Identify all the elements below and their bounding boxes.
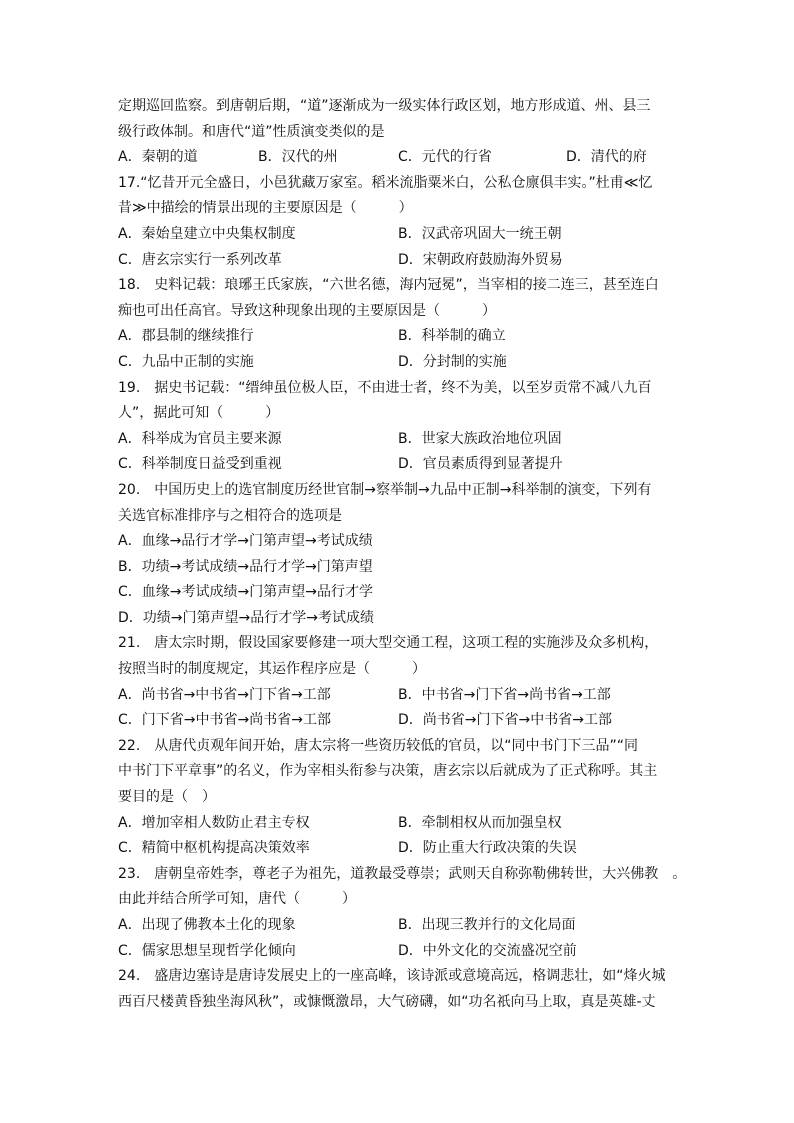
q16-option-b: B．汉代的州 bbox=[258, 149, 338, 166]
q17-options-row-1 bbox=[118, 222, 678, 248]
q17-stem-line-1: 17.“忆昔开元全盛日，小邑犹藏万家室。稻米流脂粟米白，公私仓廪俱丰实。”杜甫≪忆 bbox=[118, 174, 653, 191]
q16-options bbox=[118, 145, 678, 171]
q22-option-d: D．防止重大行政决策的失误 bbox=[398, 840, 577, 857]
q22-option-a: A．增加宰相人数防止君主专权 bbox=[118, 814, 310, 831]
q17-option-a: A．秦始皇建立中央集权制度 bbox=[118, 225, 296, 242]
q19-option-a: A．科举成为官员主要来源 bbox=[118, 430, 282, 447]
q16-option-d: D．清代的府 bbox=[566, 149, 647, 166]
q23-option-d: D．中外文化的交流盛况空前 bbox=[398, 942, 577, 959]
q17-option-b: B．汉武帝巩固大一统王朝 bbox=[398, 225, 562, 242]
q20-option-c: C．血缘→考试成绩→门第声望→品行才学 bbox=[118, 584, 373, 601]
q16-text-line-1: 定期巡回监察。到唐朝后期，“道”逐渐成为一级实体行政区划，地方形成道、州、县三 bbox=[118, 98, 651, 114]
q16-option-a: A．秦朝的道 bbox=[118, 149, 198, 166]
q20-stem-line-1: 20. 中国历史上的选官制度历经世官制→察举制→九品中正制→科举制的演变，下列有 bbox=[118, 481, 652, 498]
q21-stem-line-2: 按照当时的制度规定，其运作程序应是（ ） bbox=[118, 661, 426, 678]
q18-options-row-1 bbox=[118, 324, 678, 350]
q18-options-row-2 bbox=[118, 350, 678, 376]
q23-option-c: C．儒家思想呈现哲学化倾向 bbox=[118, 942, 296, 959]
q21-option-b: B．中书省→门下省→尚书省→工部 bbox=[398, 686, 611, 703]
q21-option-a: A．尚书省→中书省→门下省→工部 bbox=[118, 686, 331, 703]
q22-options-row-1 bbox=[118, 811, 678, 837]
q17-stem-line-2: 昔≫中描绘的情景出现的主要原因是（ ） bbox=[118, 200, 413, 217]
q19-options-row-1 bbox=[118, 427, 678, 453]
q19-option-d: D．官员素质得到显著提升 bbox=[398, 456, 563, 473]
q24-stem-line-2: 西百尺楼黄昏独坐海风秋”，或慷慨激昂，大气磅礴，如“功名祇向马上取，真是英雄-丈 bbox=[118, 993, 656, 1010]
q23-stem-line-1: 23. 唐朝皇帝姓李，尊老子为祖先，道教最受尊崇；武则天自称弥勒佛转世，大兴佛教 。 bbox=[118, 865, 687, 882]
q20-option-d: D．功绩→门第声望→品行才学→考试成绩 bbox=[118, 609, 374, 626]
q17-option-d: D．宋朝政府鼓励海外贸易 bbox=[398, 251, 563, 268]
q19-stem-line-2: 人”，据此可知（ ） bbox=[118, 405, 280, 422]
q16-option-c: C．元代的行省 bbox=[398, 149, 492, 166]
q23-options-row-1 bbox=[118, 913, 678, 939]
q22-stem-line-1: 22. 从唐代贞观年间开始，唐太宗将一些资历较低的官员，以“同中书门下三品”“同 bbox=[118, 737, 639, 754]
q18-stem-line-2: 痴也可出任高官。导致这种现象出现的主要原因是（ ） bbox=[118, 302, 496, 319]
q21-option-c: C．门下省→中书省→尚书省→工部 bbox=[118, 712, 331, 729]
q18-stem-line-1: 18. 史料记载：琅琊王氏家族，“六世名德，海内冠冕”，当宰相的接二连三，甚至连白 bbox=[118, 277, 659, 294]
q18-option-c: C．九品中正制的实施 bbox=[118, 353, 254, 370]
q22-stem-line-2: 中书门下平章事”的名义，作为宰相头衔参与决策，唐玄宗以后就成为了正式称呼。其主 bbox=[118, 763, 658, 780]
q23-stem-line-2: 由此并结合所学可知，唐代（ ） bbox=[118, 891, 356, 908]
q20-option-b: B．功绩→考试成绩→品行才学→门第声望 bbox=[118, 558, 373, 575]
q22-option-b: B．牵制相权从而加强皇权 bbox=[398, 814, 562, 831]
q18-option-a: A．郡县制的继续推行 bbox=[118, 328, 254, 345]
q18-option-d: D．分封制的实施 bbox=[398, 353, 507, 370]
q20-option-a: A．血缘→品行才学→门第声望→考试成绩 bbox=[118, 533, 373, 550]
q21-option-d: D．尚书省→门下省→中书省→工部 bbox=[398, 712, 612, 729]
q23-options-row-2 bbox=[118, 939, 678, 965]
q21-stem-line-1: 21. 唐太宗时期，假设国家要修建一项大型交通工程，这项工程的实施涉及众多机构， bbox=[118, 635, 659, 652]
q19-option-c: C．科举制度日益受到重视 bbox=[118, 456, 282, 473]
q23-option-a: A．出现了佛教本土化的现象 bbox=[118, 917, 296, 933]
q22-stem-line-3: 要目的是（ ） bbox=[118, 789, 216, 806]
q17-options-row-2 bbox=[118, 248, 678, 274]
q22-options-row-2 bbox=[118, 836, 678, 862]
q19-options-row-2 bbox=[118, 452, 678, 478]
q19-stem-line-1: 19. 据史书记载：“缙绅虽位极人臣，不由进士者，终不为美，以至岁贡常不减八九百 bbox=[118, 379, 652, 396]
q23-option-b: B．出现三教并行的文化局面 bbox=[398, 917, 576, 933]
q22-option-c: C．精简中枢机构提高决策效率 bbox=[118, 840, 310, 857]
q21-options-row-1 bbox=[118, 683, 678, 709]
q20-stem-line-2: 关选官标准排序与之相符合的选项是 bbox=[118, 507, 342, 524]
q17-option-c: C．唐玄宗实行一系列改革 bbox=[118, 251, 282, 268]
q16-text-line-2: 级行政体制。和唐代“道”性质演变类似的是 bbox=[118, 123, 385, 140]
exam-content bbox=[118, 94, 687, 1015]
q19-option-b: B．世家大族政治地位巩固 bbox=[398, 430, 562, 447]
q18-option-b: B．科举制的确立 bbox=[398, 328, 506, 345]
q21-options-row-2 bbox=[118, 708, 678, 734]
q24-stem-line-1: 24. 盛唐边塞诗是唐诗发展史上的一座高峰，该诗派或意境高远，格调悲壮，如“烽火城 bbox=[118, 968, 666, 985]
